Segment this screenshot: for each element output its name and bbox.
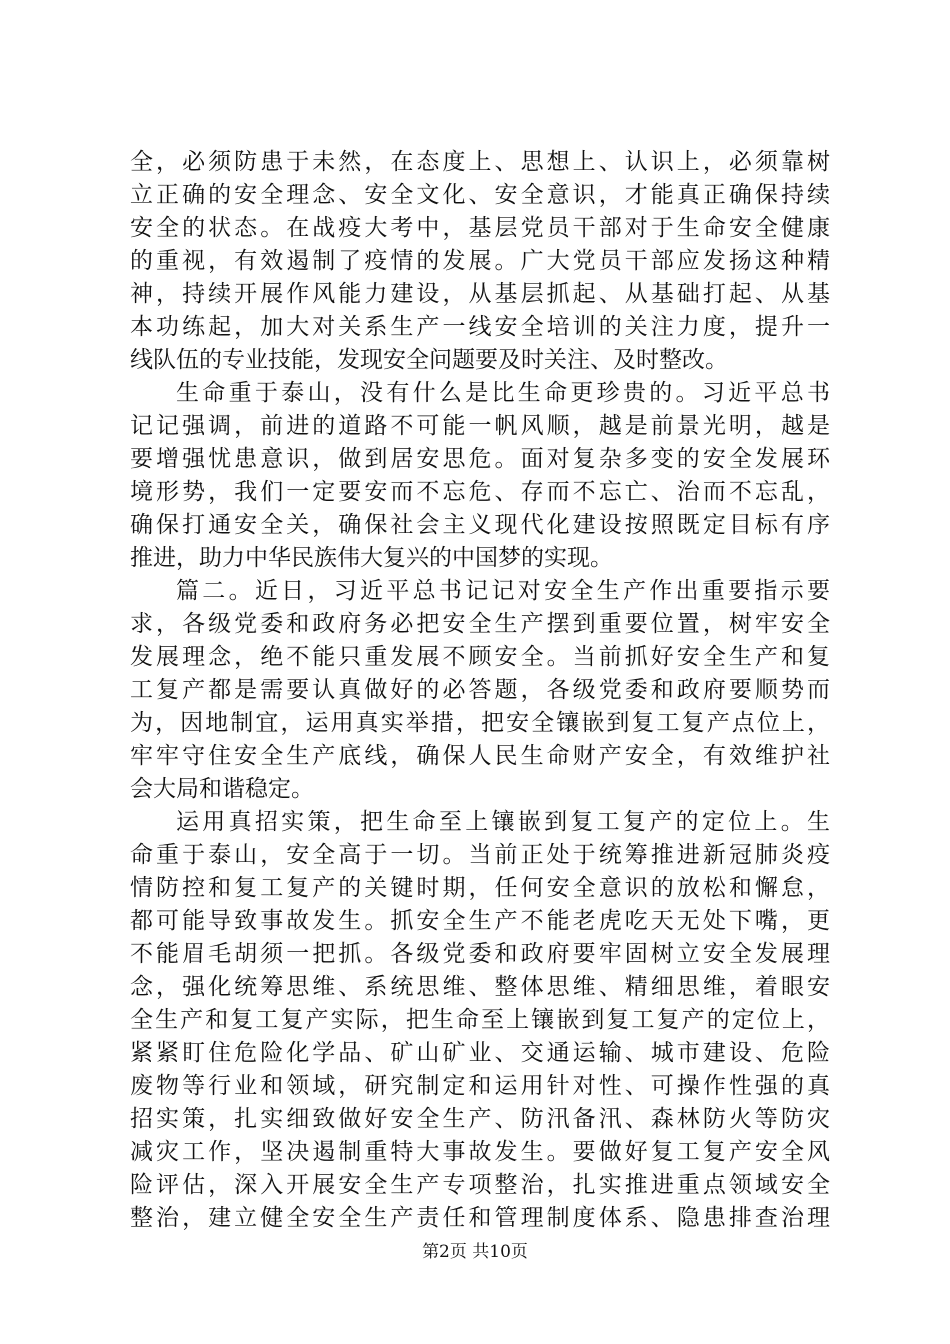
paragraph-4-line: 都可能导致事故发生。抓安全生产不能老虎吃天无处下嘴，更 bbox=[130, 908, 830, 934]
paragraph-1-line: 安全的状态。在战疫大考中，基层党员干部对于生命安全健康 bbox=[130, 215, 830, 241]
paragraph-4-line: 命重于泰山，安全高于一切。当前正处于统筹推进新冠肺炎疫 bbox=[130, 842, 830, 868]
paragraph-3-line: 牢牢守住安全生产底线，确保人民生命财产安全，有效维护社 bbox=[130, 743, 830, 769]
body-text bbox=[130, 146, 830, 1235]
paragraph-4-line: 念，强化统筹思维、系统思维、整体思维、精细思维，着眼安 bbox=[130, 974, 830, 1000]
paragraph-1-line: 的重视，有效遏制了疫情的发展。广大党员干部应发扬这种精 bbox=[130, 248, 830, 274]
paragraph-4-line: 全生产和复工复产实际，把生命至上镶嵌到复工复产的定位上， bbox=[130, 1007, 830, 1033]
paragraph-2-line: 要增强忧患意识，做到居安思危。面对复杂多变的安全发展环 bbox=[130, 446, 830, 472]
paragraph-4-line: 减灾工作，坚决遏制重特大事故发生。要做好复工复产安全风 bbox=[130, 1139, 830, 1165]
paragraph-4-line: 整治，建立健全安全生产责任和管理制度体系、隐患排查治理 bbox=[130, 1205, 830, 1231]
paragraph-2-line: 境形势，我们一定要安而不忘危、存而不忘亡、治而不忘乱， bbox=[130, 479, 830, 505]
paragraph-4-line: 紧紧盯住危险化学品、矿山矿业、交通运输、城市建设、危险 bbox=[130, 1040, 830, 1066]
paragraph-1-line: 线队伍的专业技能，发现安全问题要及时关注、及时整改。 bbox=[130, 347, 728, 373]
paragraph-2-line: 生命重于泰山，没有什么是比生命更珍贵的。习近平总书 bbox=[176, 380, 830, 406]
paragraph-3-line: 求，各级党委和政府务必把安全生产摆到重要位置，树牢安全 bbox=[130, 611, 830, 637]
paragraph-3-line: 工复产都是需要认真做好的必答题，各级党委和政府要顺势而 bbox=[130, 677, 830, 703]
paragraph-3-line: 会大局和谐稳定。 bbox=[130, 776, 314, 802]
page-footer: 第2页 共10页 bbox=[422, 1242, 528, 1262]
paragraph-2-line: 记记强调，前进的道路不可能一帆风顺，越是前景光明，越是 bbox=[130, 413, 830, 439]
paragraph-2-line: 确保打通安全关，确保社会主义现代化建设按照既定目标有序 bbox=[130, 512, 830, 538]
paragraph-1-line: 立正确的安全理念、安全文化、安全意识，才能真正确保持续 bbox=[130, 182, 830, 208]
paragraph-4-line: 招实策，扎实细致做好安全生产、防汛备汛、森林防火等防灾 bbox=[130, 1106, 830, 1132]
paragraph-2-line: 推进，助力中华民族伟大复兴的中国梦的实现。 bbox=[130, 545, 613, 571]
paragraph-4-line: 险评估，深入开展安全生产专项整治，扎实推进重点领域安全 bbox=[130, 1172, 830, 1198]
paragraph-4-line: 不能眉毛胡须一把抓。各级党委和政府要牢固树立安全发展理 bbox=[130, 941, 830, 967]
paragraph-4-line: 运用真招实策，把生命至上镶嵌到复工复产的定位上。生 bbox=[176, 809, 830, 835]
paragraph-4-line: 废物等行业和领域，研究制定和运用针对性、可操作性强的真 bbox=[130, 1073, 830, 1099]
paragraph-4-line: 情防控和复工复产的关键时期，任何安全意识的放松和懈怠， bbox=[130, 875, 830, 901]
paragraph-1-line: 全，必须防患于未然，在态度上、思想上、认识上，必须靠树 bbox=[130, 149, 830, 175]
paragraph-3-line: 为，因地制宜，运用真实举措，把安全镶嵌到复工复产点位上， bbox=[130, 710, 830, 736]
paragraph-3-line: 发展理念，绝不能只重发展不顾安全。当前抓好安全生产和复 bbox=[130, 644, 830, 670]
paragraph-1-line: 本功练起，加大对关系生产一线安全培训的关注力度，提升一 bbox=[130, 314, 830, 340]
paragraph-1-line: 神，持续开展作风能力建设，从基层抓起、从基础打起、从基 bbox=[130, 281, 830, 307]
paragraph-3-line: 篇二。近日，习近平总书记记对安全生产作出重要指示要 bbox=[176, 578, 830, 604]
